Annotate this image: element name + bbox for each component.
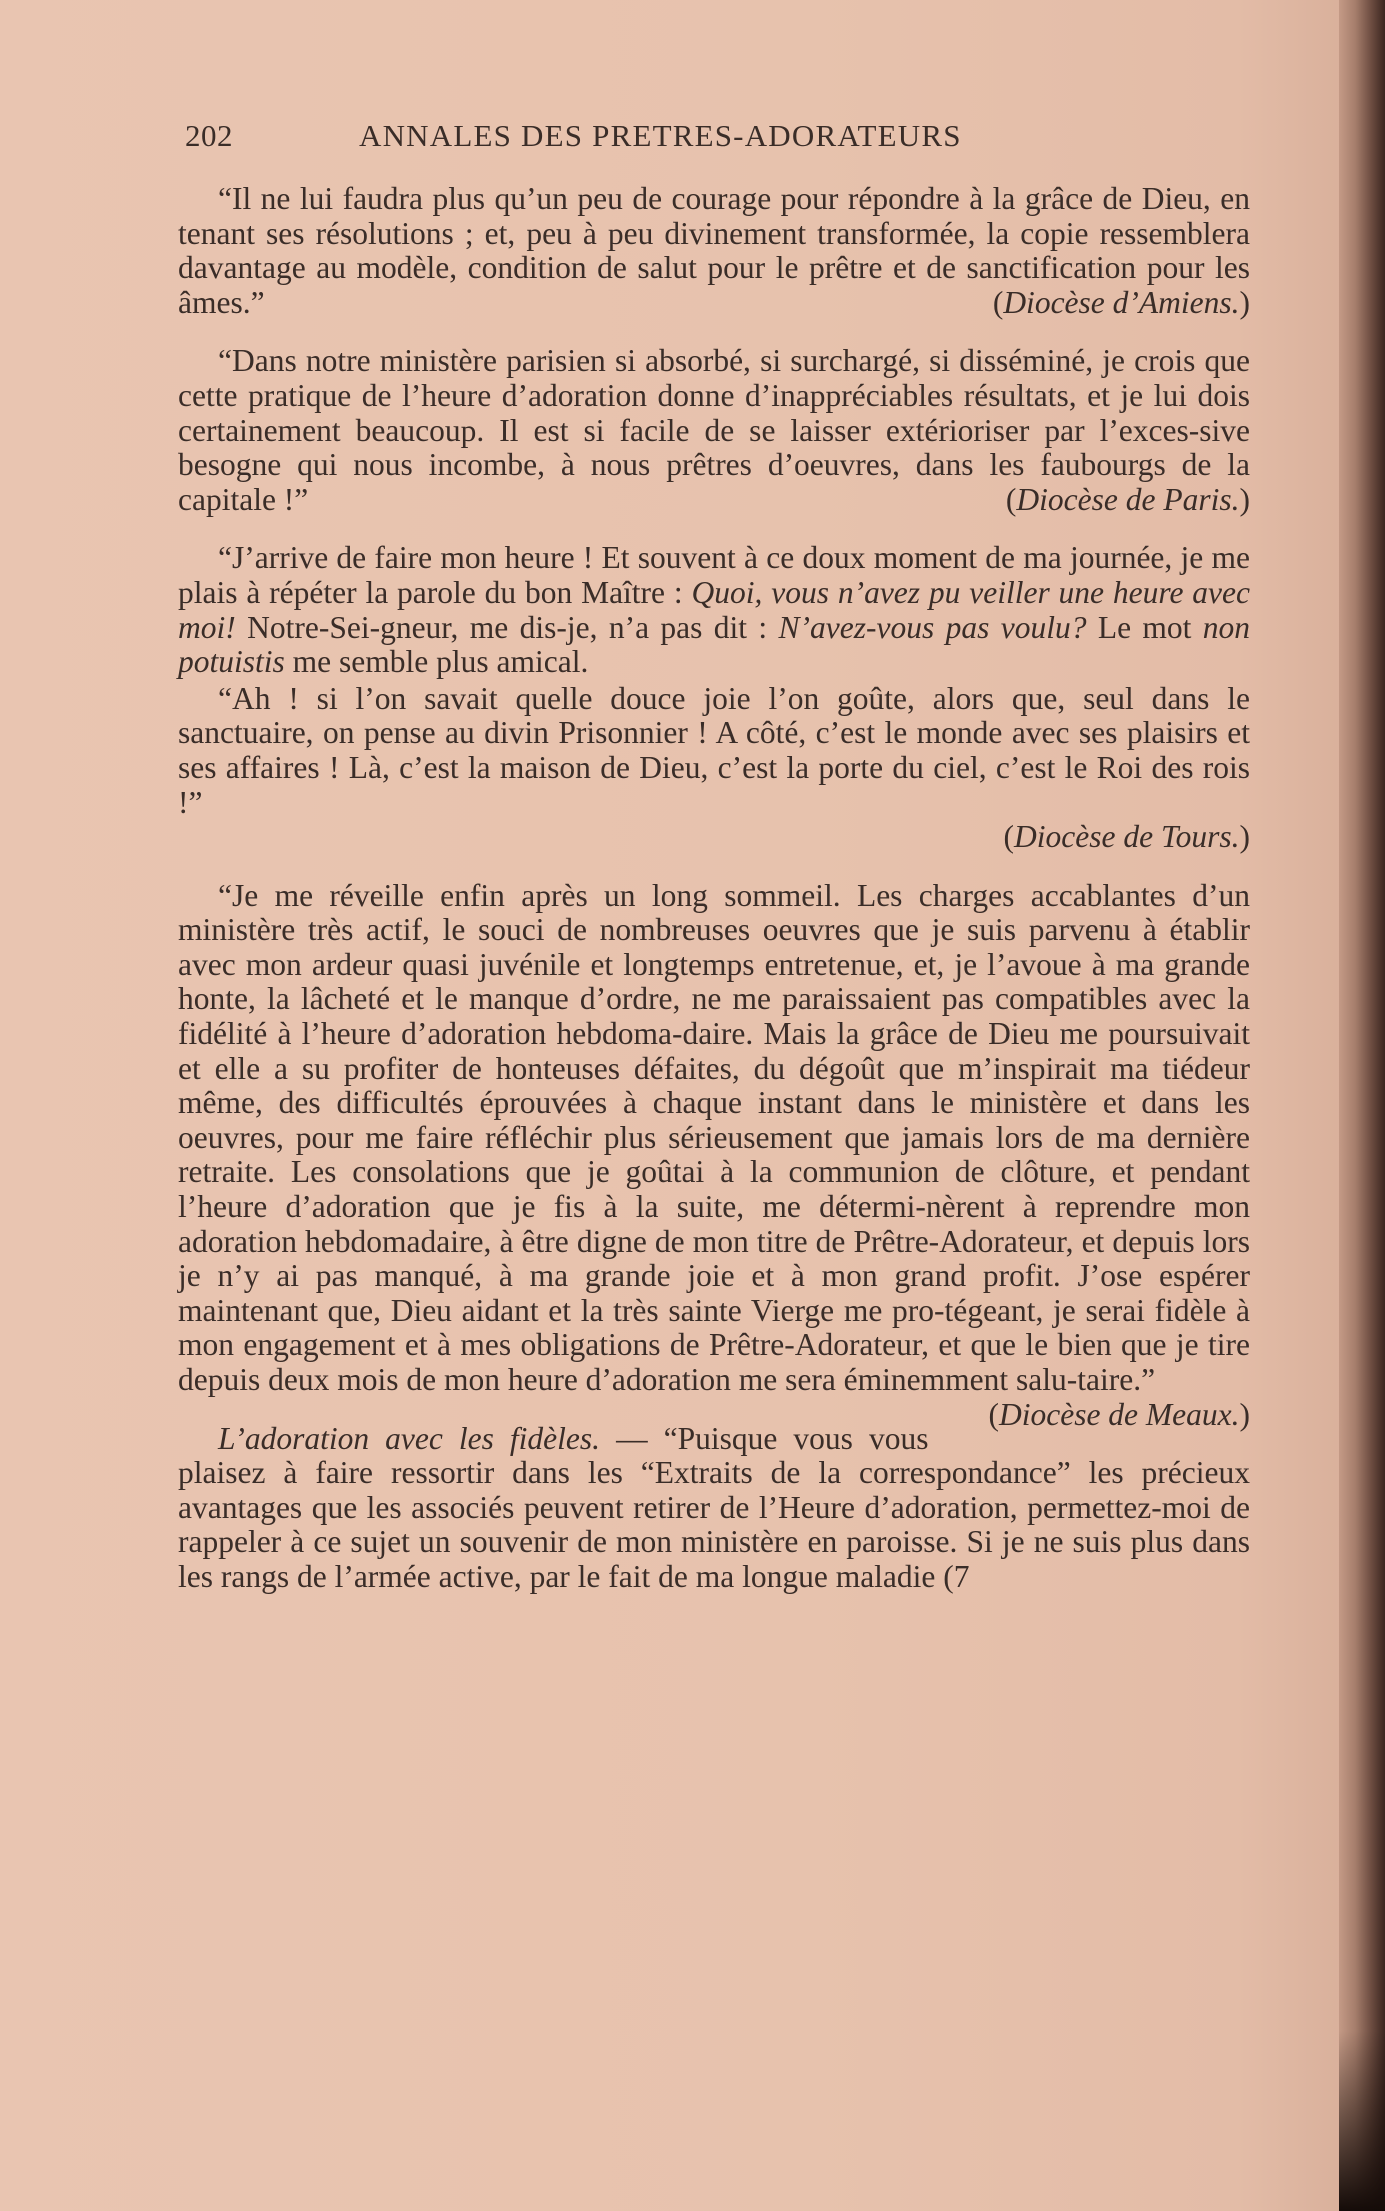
running-header <box>185 118 1085 158</box>
paragraph-text: “Ah ! si l’on savait quelle douce joie l’on goûte, alors que, seul dans le sanctuaire, on pense au divin Prisonnier ! A côté, c’est le monde avec ses plaisirs et ses affaires ! Là, c’est la maison de Dieu, c’est la porte du ciel, c’est le Roi des rois !” <box>178 680 1250 820</box>
rhetorical-quote: N’avez-vous pas voulu? <box>778 609 1087 645</box>
paragraph-tours-2 <box>178 682 1250 820</box>
paragraph-adoration-fideles <box>178 1422 1250 1595</box>
section-run-in-heading: L’adoration avec les fidèles. <box>218 1420 601 1456</box>
running-title: ANNALES DES PRETRES-ADORATEURS <box>359 118 962 153</box>
paragraph-text: “Dans notre ministère parisien si absorbé, si surchargé, si disséminé, je crois que cette pratique de l’heure d’adoration donne d’inappréciables résultats, et je lui dois certainement beaucoup. Il est si facile de se laisser extérioriser par l’exces-sive besogne qui nous incombe, à nous prêtres d’oeuvres, dans les faubourgs de la capitale !” <box>178 343 1250 517</box>
paragraph-amiens <box>178 182 1250 320</box>
paragraph-meaux <box>178 877 1250 1432</box>
paragraph-text: “Je me réveille enfin après un long sommeil. Les charges accablantes d’un ministère très actif, le souci de nombreuses oeuvres que je suis parvenu à établir avec mon ardeur quasi juvénile et longtemps entretenue, et, je l’avoue à ma grande honte, la lâcheté et le manque d’ordre, ne me paraissaient pas compatibles avec la fidélité à l’heure d’adoration hebdoma-daire. Mais la grâce de Dieu me poursuivait et elle a su profiter de honteuses défaites, du dégoût que m’inspirait ma tiédeur même, des difficultés éprouvées à chaque instant dans le ministère et dans les oeuvres, pour me faire réfléchir plus sérieusement que jamais lors de ma dernière retraite. Les consolations que je goûtai à la communion de clôture, et pendant l’heure d’adoration que je fis à la suite, me détermi-nèrent à reprendre mon adoration hebdomadaire, à être digne de mon titre de Prêtre-Adorateur, et depuis lors je n’y ai pas manqué, à ma grande joie et à mon grand profit. J’ose espérer maintenant que, Dieu aidant et la très sainte Vierge me pro-tégeant, je serai fidèle à mon engagement et à mes obligations de Prêtre-Adorateur, et que le bien que je tire depuis deux mois de mon heure d’adoration me sera éminemment salu-taire.” <box>178 877 1250 1397</box>
paragraph-text: — “Puisque vous vous plaisez à faire ressortir dans les “Extraits de la correspondance” les précieux avantages que les associés peuvent retirer de l’Heure d’adoration, permettez-moi de rappeler à ce sujet un souvenir de mon ministère en paroisse. Si je ne suis plus dans les rangs de l’armée active, par le fait de ma longue maladie (7 <box>178 1420 1250 1594</box>
body-text <box>178 182 1250 1595</box>
paragraph-text: “Il ne lui faudra plus qu’un peu de courage pour répondre à la grâce de Dieu, en tenant ses résolutions ; et, peu à peu divinement transformée, la copie ressemblera davantage au modèle, condition de salut pour le prêtre et de sanctification pour les âmes.” <box>178 181 1250 320</box>
paragraph-text: me semble plus amical. <box>292 644 589 680</box>
latin-phrase: non potuistis <box>178 609 1251 680</box>
diocese-attribution: (Diocèse de Tours.) <box>1003 819 1250 855</box>
paragraph-paris <box>178 344 1250 517</box>
diocese-attribution: (Diocèse de Meaux.) <box>988 1396 1250 1432</box>
gospel-quote: Quoi, vous n’avez pu veiller une heure avec moi! <box>178 574 1250 645</box>
diocese-attribution: (Diocèse d’Amiens.) <box>992 284 1250 320</box>
diocese-attribution: (Diocèse de Paris.) <box>1005 481 1250 517</box>
attribution-text: Diocèse de Tours. <box>1014 819 1240 855</box>
paragraph-tours-1 <box>178 541 1250 679</box>
attribution-text: Diocèse d’Amiens. <box>1003 284 1240 320</box>
attribution-text: Diocèse de Meaux. <box>998 1396 1240 1432</box>
paragraph-text: Notre-Sei-gneur, me dis-je, n’a pas dit : <box>247 609 768 645</box>
paragraph-text: “J’arrive de faire mon heure ! Et souvent à ce doux moment de ma journée, je me plais à répéter la parole du bon Maître : <box>178 540 1250 610</box>
book-spine-shadow <box>1339 0 1385 2211</box>
page-number: 202 <box>185 118 233 153</box>
paragraph-text: Le mot <box>1097 609 1192 645</box>
attribution-text: Diocèse de Paris. <box>1016 481 1240 517</box>
book-spine-dark-corner <box>1339 2031 1385 2211</box>
